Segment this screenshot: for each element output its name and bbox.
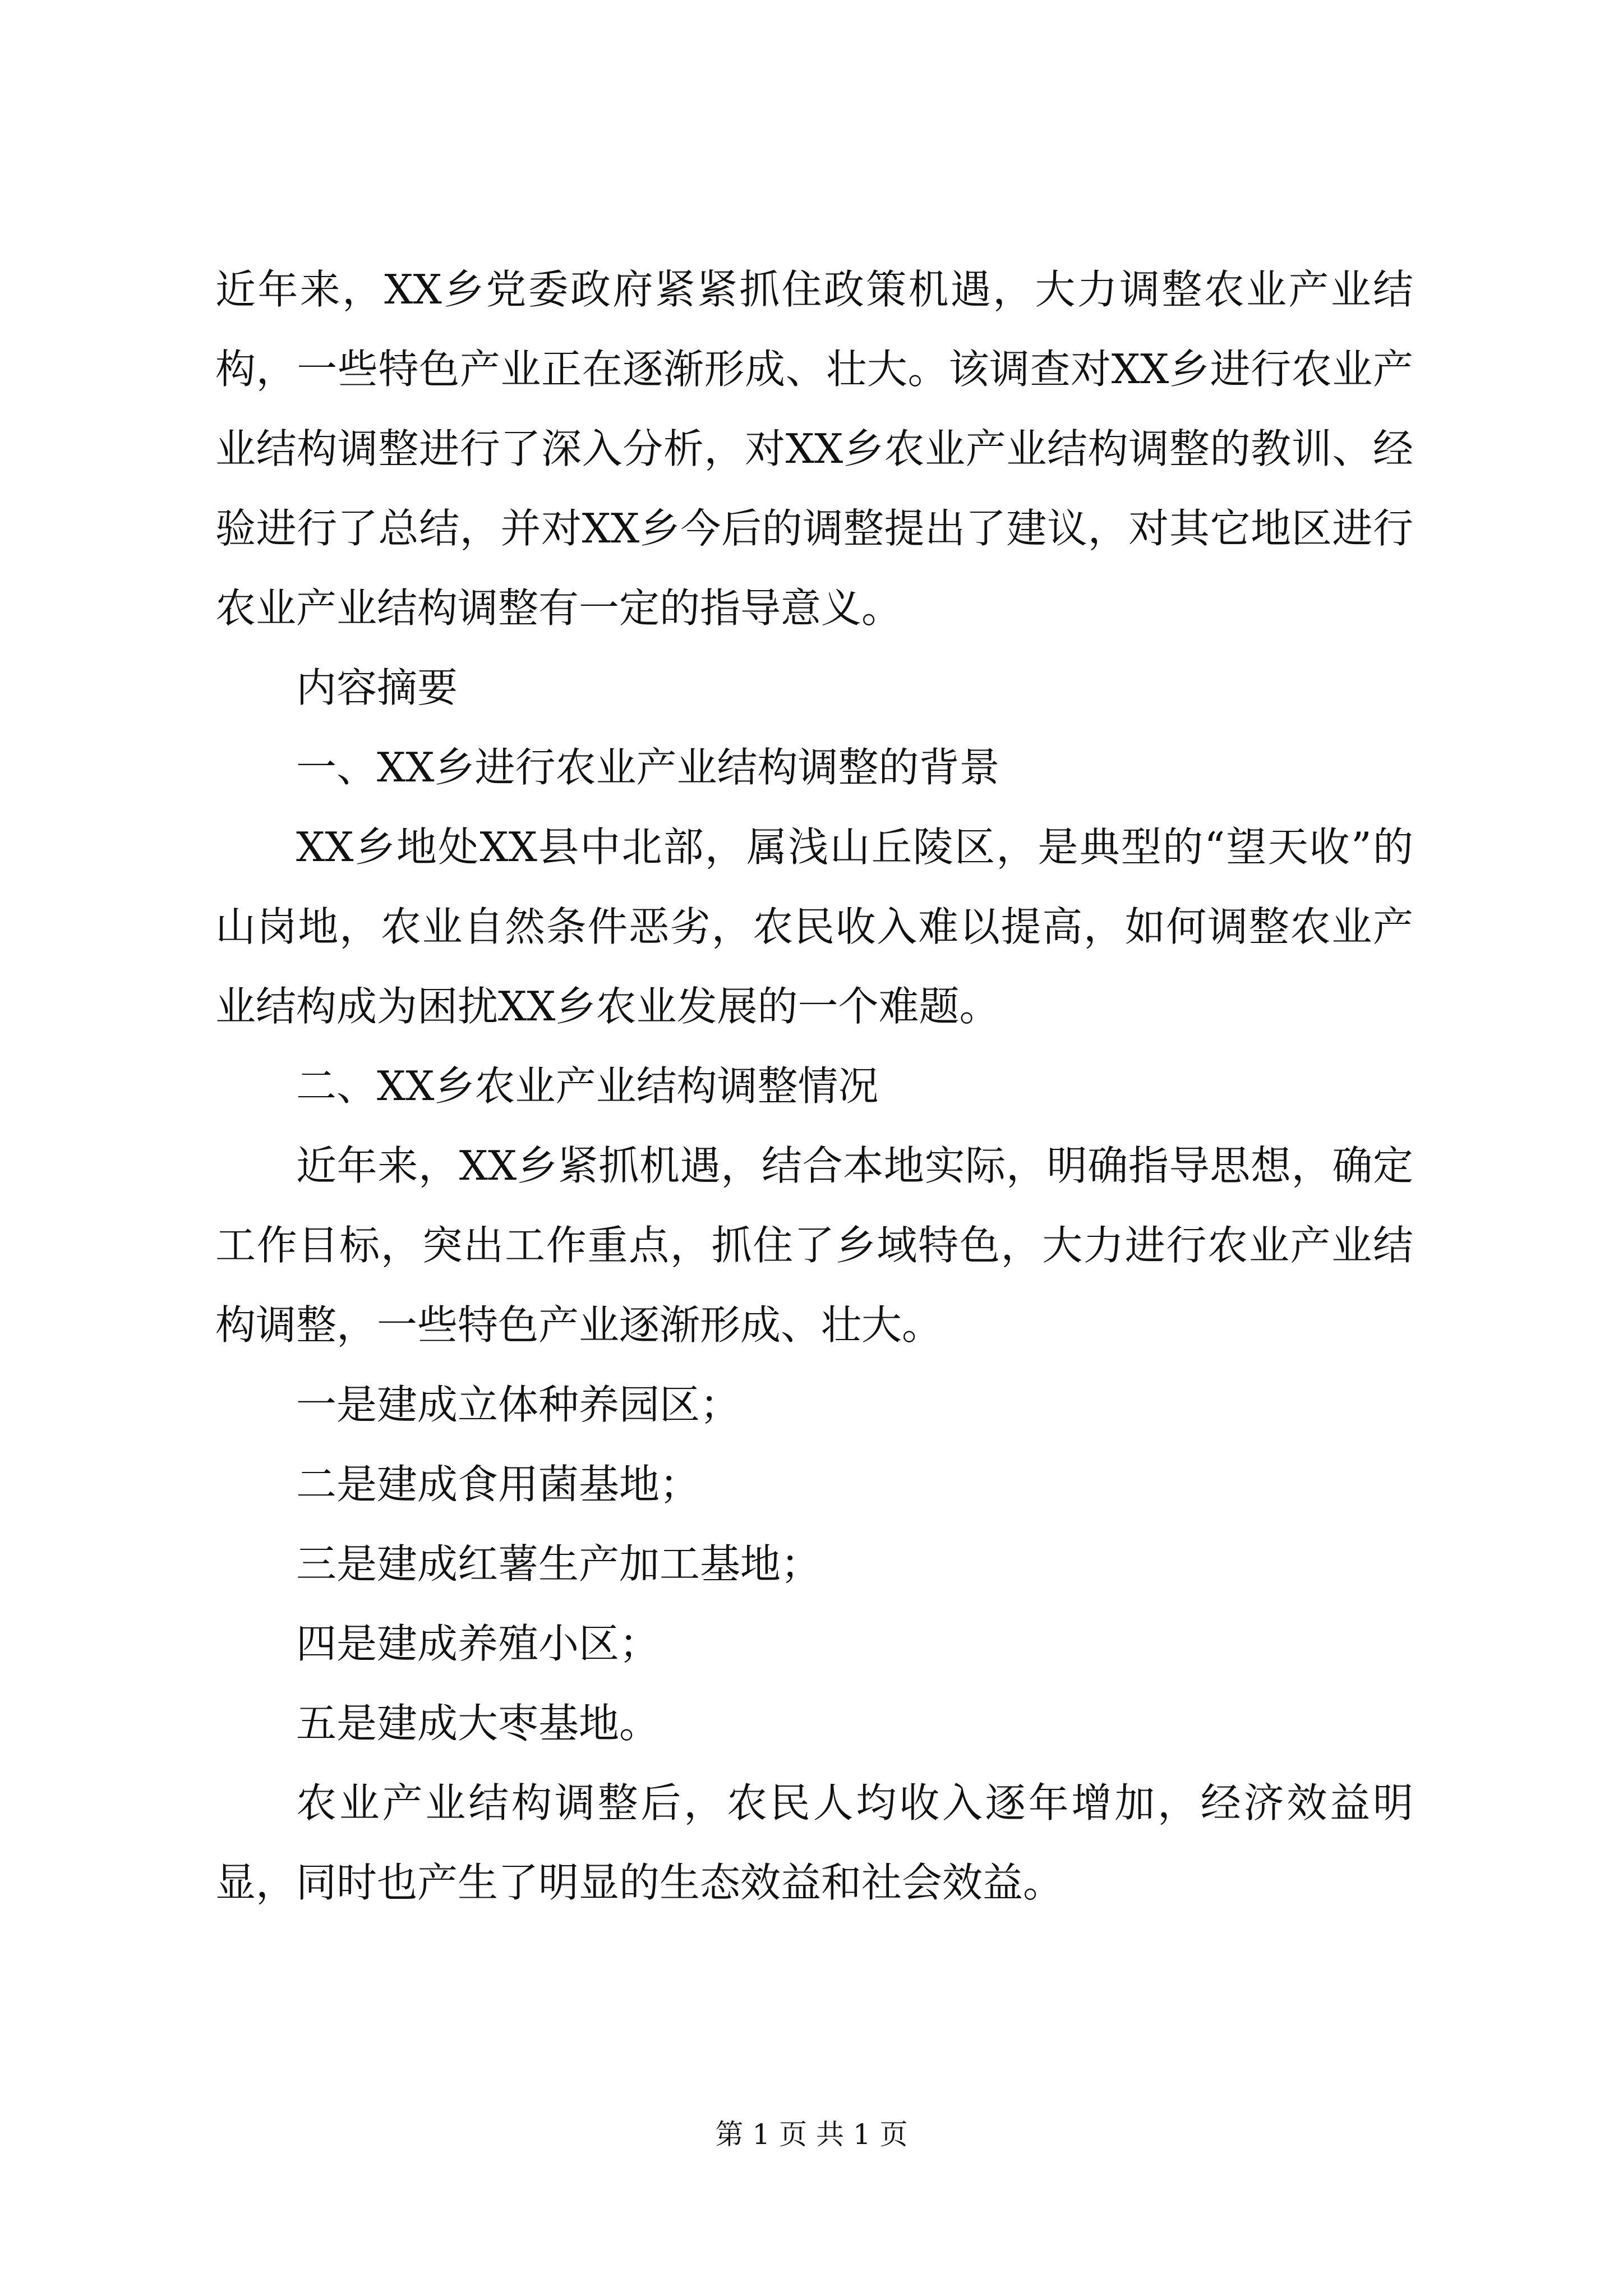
page-number-footer: 第 1 页 共 1 页 — [715, 2118, 908, 2151]
list-item: 五是建成大枣基地。 — [296, 1700, 660, 1747]
results-paragraph: 农业产业结构调整后，农民人均收入逐年增加，经济效益明显，同时也产生了明显的生态效益和社会效益。 — [215, 1779, 1413, 1906]
background-paragraph: XX乡地处XX县中北部，属浅山丘陵区，是典型的“望天收”的山岗地，农业自然条件恶劣，农民收入难以提高，如何调整农业产业结构成为困扰XX乡农业发展的一个难题。 — [215, 823, 1413, 1030]
abstract-heading: 内容摘要 — [296, 664, 458, 711]
section-heading-background: 一、XX乡进行农业产业结构调整的背景 — [296, 744, 1000, 791]
intro-paragraph: 近年来，XX乡党委政府紧紧抓住政策机遇，大力调整农业产业结构，一些特色产业正在逐渐形成、壮大。该调查对XX乡进行农业产业结构调整进行了深入分析，对XX乡农业产业结构调整的教训、经验进行了总结，并对XX乡今后的调整提出了建议，对其它地区进行农业产业结构调整有一定的指导意义。 — [215, 266, 1413, 632]
list-item: 三是建成红薯生产加工基地； — [296, 1540, 822, 1588]
section-heading-adjustment: 二、XX乡农业产业结构调整情况 — [296, 1062, 879, 1110]
adjustment-paragraph: 近年来，XX乡紧抓机遇，结合本地实际，明确指导思想，确定工作目标，突出工作重点，抓住了乡域特色，大力进行农业产业结构调整，一些特色产业逐渐形成、壮大。 — [215, 1142, 1413, 1349]
list-item: 二是建成食用菌基地； — [296, 1461, 700, 1508]
list-item: 一是建成立体种养园区； — [296, 1381, 741, 1428]
document-body — [215, 250, 1413, 1922]
list-item: 四是建成养殖小区； — [296, 1620, 660, 1667]
